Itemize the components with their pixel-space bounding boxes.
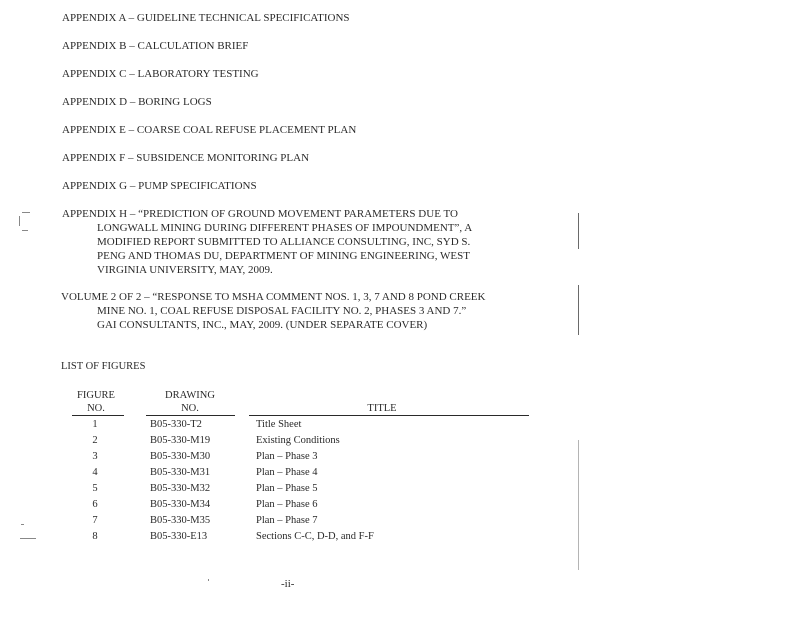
drawing-number: B05-330-M30 [150,451,211,462]
figure-title: Title Sheet [256,419,302,430]
volume-2-line-2: MINE NO. 1, COAL REFUSE DISPOSAL FACILITY NO. 2, PHASES 3 AND 7.” [97,305,467,317]
appendix-f: APPENDIX F – SUBSIDENCE MONITORING PLAN [62,152,310,164]
figure-title: Sections C-C, D-D, and F-F [256,531,374,542]
col-figure-line-2: NO. [87,403,105,414]
drawing-number: B05-330-M35 [150,515,211,526]
scan-speck [20,538,36,539]
figure-title: Existing Conditions [256,435,340,446]
figure-number: 6 [92,499,98,510]
appendix-c: APPENDIX C – LABORATORY TESTING [62,68,259,80]
margin-line-upper [578,213,579,249]
drawing-number: B05-330-M34 [150,499,211,510]
col-title-header: TITLE [367,403,397,414]
appendix-h-line-3: MODIFIED REPORT SUBMITTED TO ALLIANCE CONSULTING, INC, SYD S. [97,236,471,248]
figure-number: 5 [92,483,98,494]
figure-title: Plan – Phase 7 [256,515,318,526]
col-drawing-line-1: DRAWING [165,390,215,401]
appendix-h-line-4: PENG AND THOMAS DU, DEPARTMENT OF MINING ENGINEERING, WEST [97,250,470,262]
figure-number: 8 [92,531,98,542]
figure-title: Plan – Phase 5 [256,483,318,494]
drawing-number: B05-330-E13 [150,531,208,542]
col-figure-header [70,389,122,415]
appendix-a: APPENDIX A – GUIDELINE TECHNICAL SPECIFICATIONS [62,12,350,24]
appendix-b: APPENDIX B – CALCULATION BRIEF [62,40,249,52]
figure-title: Plan – Phase 6 [256,499,318,510]
appendix-h-line-1: APPENDIX H – “PREDICTION OF GROUND MOVEMENT PARAMETERS DUE TO [62,208,458,220]
col-drawing-header [148,389,232,415]
drawing-number: B05-330-M32 [150,483,211,494]
drawing-number: B05-330-M31 [150,467,211,478]
margin-line-lower [578,440,579,570]
appendix-g: APPENDIX G – PUMP SPECIFICATIONS [62,180,257,192]
scan-speck [21,524,24,525]
appendix-e: APPENDIX E – COARSE COAL REFUSE PLACEMENT PLAN [62,124,357,136]
col-drawing-line-2: NO. [181,403,199,414]
volume-2-line-1: VOLUME 2 OF 2 – “RESPONSE TO MSHA COMMENT NOS. 1, 3, 7 AND 8 POND CREEK [61,291,486,303]
appendix-d: APPENDIX D – BORING LOGS [62,96,212,108]
figure-number: 1 [92,419,98,430]
volume-2-line-3: GAI CONSULTANTS, INC., MAY, 2009. (UNDER SEPARATE COVER) [97,319,428,331]
figure-number: 4 [92,467,98,478]
appendix-h-line-5: VIRGINIA UNIVERSITY, MAY, 2009. [97,264,273,276]
scan-speck [208,579,209,581]
page-number: -ii- [281,578,295,590]
drawing-number: B05-330-T2 [150,419,202,430]
figure-number: 7 [92,515,98,526]
figure-title: Plan – Phase 4 [256,467,318,478]
col-figure-underline [72,415,124,416]
col-drawing-underline [146,415,235,416]
col-figure-line-1: FIGURE [77,390,115,401]
appendix-h-line-2: LONGWALL MINING DURING DIFFERENT PHASES OF IMPOUNDMENT”, A [97,222,473,234]
figure-number: 2 [92,435,98,446]
drawing-number: B05-330-M19 [150,435,211,446]
scan-speck [19,216,20,226]
list-of-figures-heading: LIST OF FIGURES [61,361,146,372]
col-title-underline [249,415,529,416]
scan-speck [22,230,28,231]
margin-line-middle [578,285,579,335]
figure-title: Plan – Phase 3 [256,451,318,462]
figure-number: 3 [92,451,98,462]
scan-speck [22,212,30,213]
